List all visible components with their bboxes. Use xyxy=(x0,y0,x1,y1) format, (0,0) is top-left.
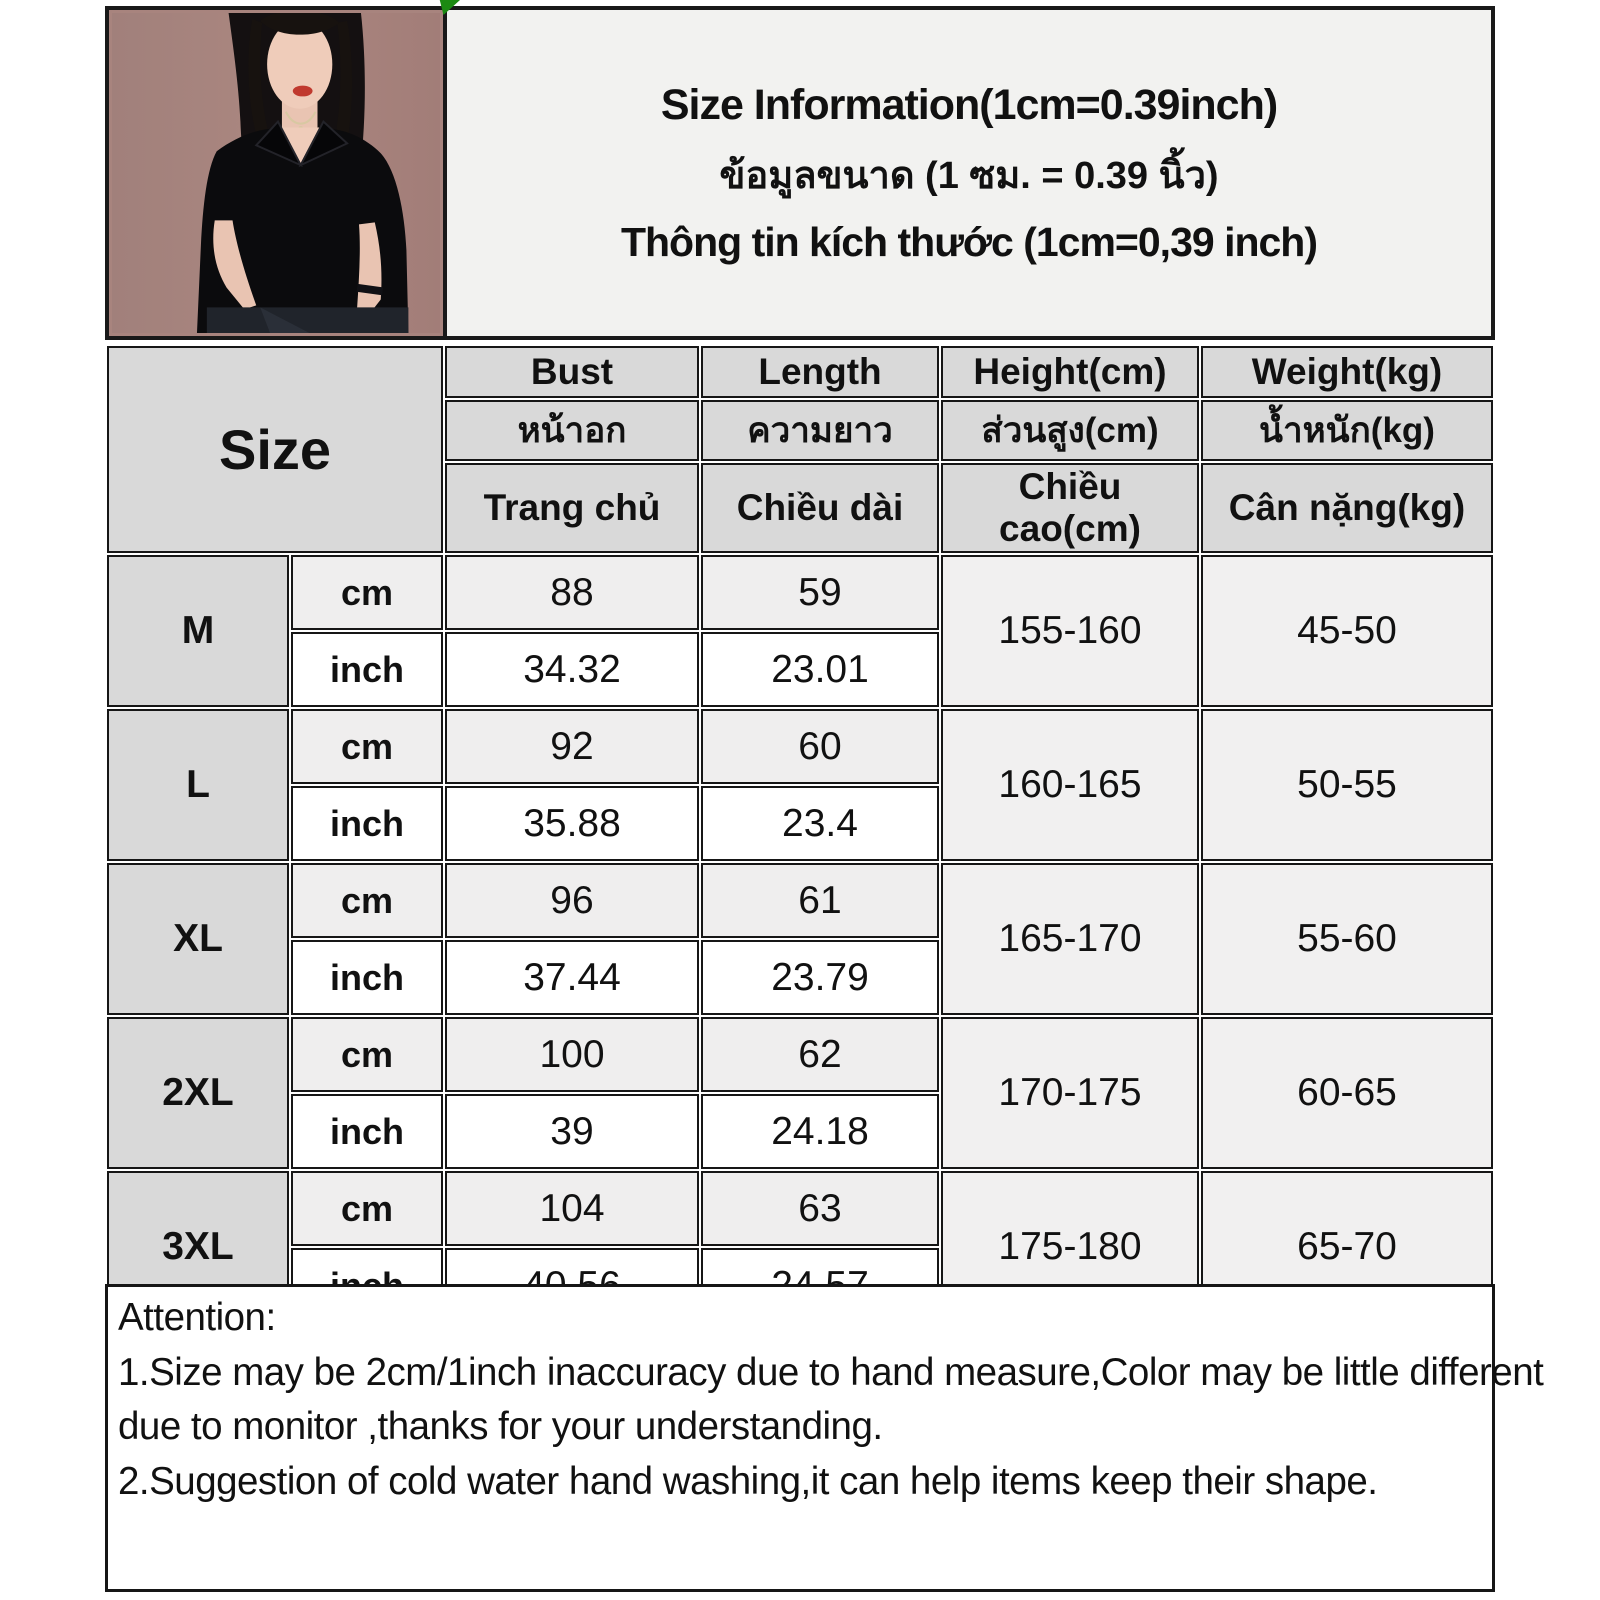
bust-value: 34.32 xyxy=(445,632,699,707)
bust-value: 37.44 xyxy=(445,940,699,1015)
top-section xyxy=(105,6,1495,340)
unit-label-inch: inch xyxy=(291,940,443,1015)
unit-label-inch: inch xyxy=(291,632,443,707)
unit-label-inch: inch xyxy=(291,1094,443,1169)
length-value: 24.18 xyxy=(701,1094,939,1169)
size-label-3xl: 3XL xyxy=(107,1171,289,1323)
table-row-3xl-cm xyxy=(107,1171,1493,1246)
attention-note-1-cont: due to monitor ,thanks for your understanding. xyxy=(118,1405,883,1449)
attention-box xyxy=(105,1284,1544,1592)
unit-label-cm: cm xyxy=(291,1171,443,1246)
table-row-xl-cm xyxy=(107,863,1493,938)
length-value: 59 xyxy=(701,555,939,630)
unit-label-cm: cm xyxy=(291,863,443,938)
bust-value: 92 xyxy=(445,709,699,784)
model-photo-illustration xyxy=(112,13,440,333)
size-label-2xl: 2XL xyxy=(107,1017,289,1169)
length-value: 62 xyxy=(701,1017,939,1092)
height-range: 165-170 xyxy=(941,863,1199,1015)
bust-value: 88 xyxy=(445,555,699,630)
column-header-height-vi: Chiều cao(cm) xyxy=(941,463,1199,553)
weight-range: 45-50 xyxy=(1201,555,1493,707)
size-label-m: M xyxy=(107,555,289,707)
column-header-bust: Bust xyxy=(445,346,699,398)
height-range: 175-180 xyxy=(941,1171,1199,1323)
length-value: 23.79 xyxy=(701,940,939,1015)
header-row-english xyxy=(107,346,1493,398)
column-header-weight: Weight(kg) xyxy=(1201,346,1493,398)
column-header-weight-th: น้ำหนัก(kg) xyxy=(1201,400,1493,461)
column-header-bust-th: หน้าอก xyxy=(445,400,699,461)
length-value: 23.01 xyxy=(701,632,939,707)
column-header-length-vi: Chiều dài xyxy=(701,463,939,553)
height-range: 170-175 xyxy=(941,1017,1199,1169)
weight-range: 60-65 xyxy=(1201,1017,1493,1169)
column-header-length-th: ความยาว xyxy=(701,400,939,461)
unit-label-cm: cm xyxy=(291,555,443,630)
bust-value: 100 xyxy=(445,1017,699,1092)
attention-heading: Attention: xyxy=(118,1296,276,1339)
height-range: 155-160 xyxy=(941,555,1199,707)
unit-label-cm: cm xyxy=(291,709,443,784)
size-table xyxy=(105,344,1495,1325)
length-value: 61 xyxy=(701,863,939,938)
column-header-height-th: ส่วนสูง(cm) xyxy=(941,400,1199,461)
title-thai: ข้อมูลขนาด (1 ซม. = 0.39 นิ้ว) xyxy=(719,154,1219,197)
size-label-xl: XL xyxy=(107,863,289,1015)
column-header-length: Length xyxy=(701,346,939,398)
title-vietnamese: Thông tin kích thước (1cm=0,39 inch) xyxy=(620,218,1318,265)
weight-range: 50-55 xyxy=(1201,709,1493,861)
attention-note-1: 1.Size may be 2cm/1inch inaccuracy due to hand measure,Color may be little different xyxy=(118,1350,1544,1394)
unit-label-cm: cm xyxy=(291,1017,443,1092)
height-range: 160-165 xyxy=(941,709,1199,861)
table-row-l-cm xyxy=(107,709,1493,784)
length-value: 60 xyxy=(701,709,939,784)
length-value: 23.4 xyxy=(701,786,939,861)
bust-value: 35.88 xyxy=(445,786,699,861)
bust-value: 96 xyxy=(445,863,699,938)
table-row-m-cm xyxy=(107,555,1493,630)
size-header-cell: Size xyxy=(107,346,443,553)
column-header-bust-vi: Trang chủ xyxy=(445,463,699,553)
length-value: 63 xyxy=(701,1171,939,1246)
unit-label-inch: inch xyxy=(291,786,443,861)
column-header-height: Height(cm) xyxy=(941,346,1199,398)
weight-range: 65-70 xyxy=(1201,1171,1493,1323)
bust-value: 104 xyxy=(445,1171,699,1246)
title-english: Size Information(1cm=0.39inch) xyxy=(660,80,1278,129)
model-photo xyxy=(109,10,447,336)
size-label-l: L xyxy=(107,709,289,861)
column-header-weight-vi: Cân nặng(kg) xyxy=(1201,463,1493,553)
attention-note-2: 2.Suggestion of cold water hand washing,it can help items keep their shape. xyxy=(118,1459,1378,1503)
weight-range: 55-60 xyxy=(1201,863,1493,1015)
bust-value: 39 xyxy=(445,1094,699,1169)
title-block xyxy=(447,10,1491,336)
table-row-2xl-cm xyxy=(107,1017,1493,1092)
